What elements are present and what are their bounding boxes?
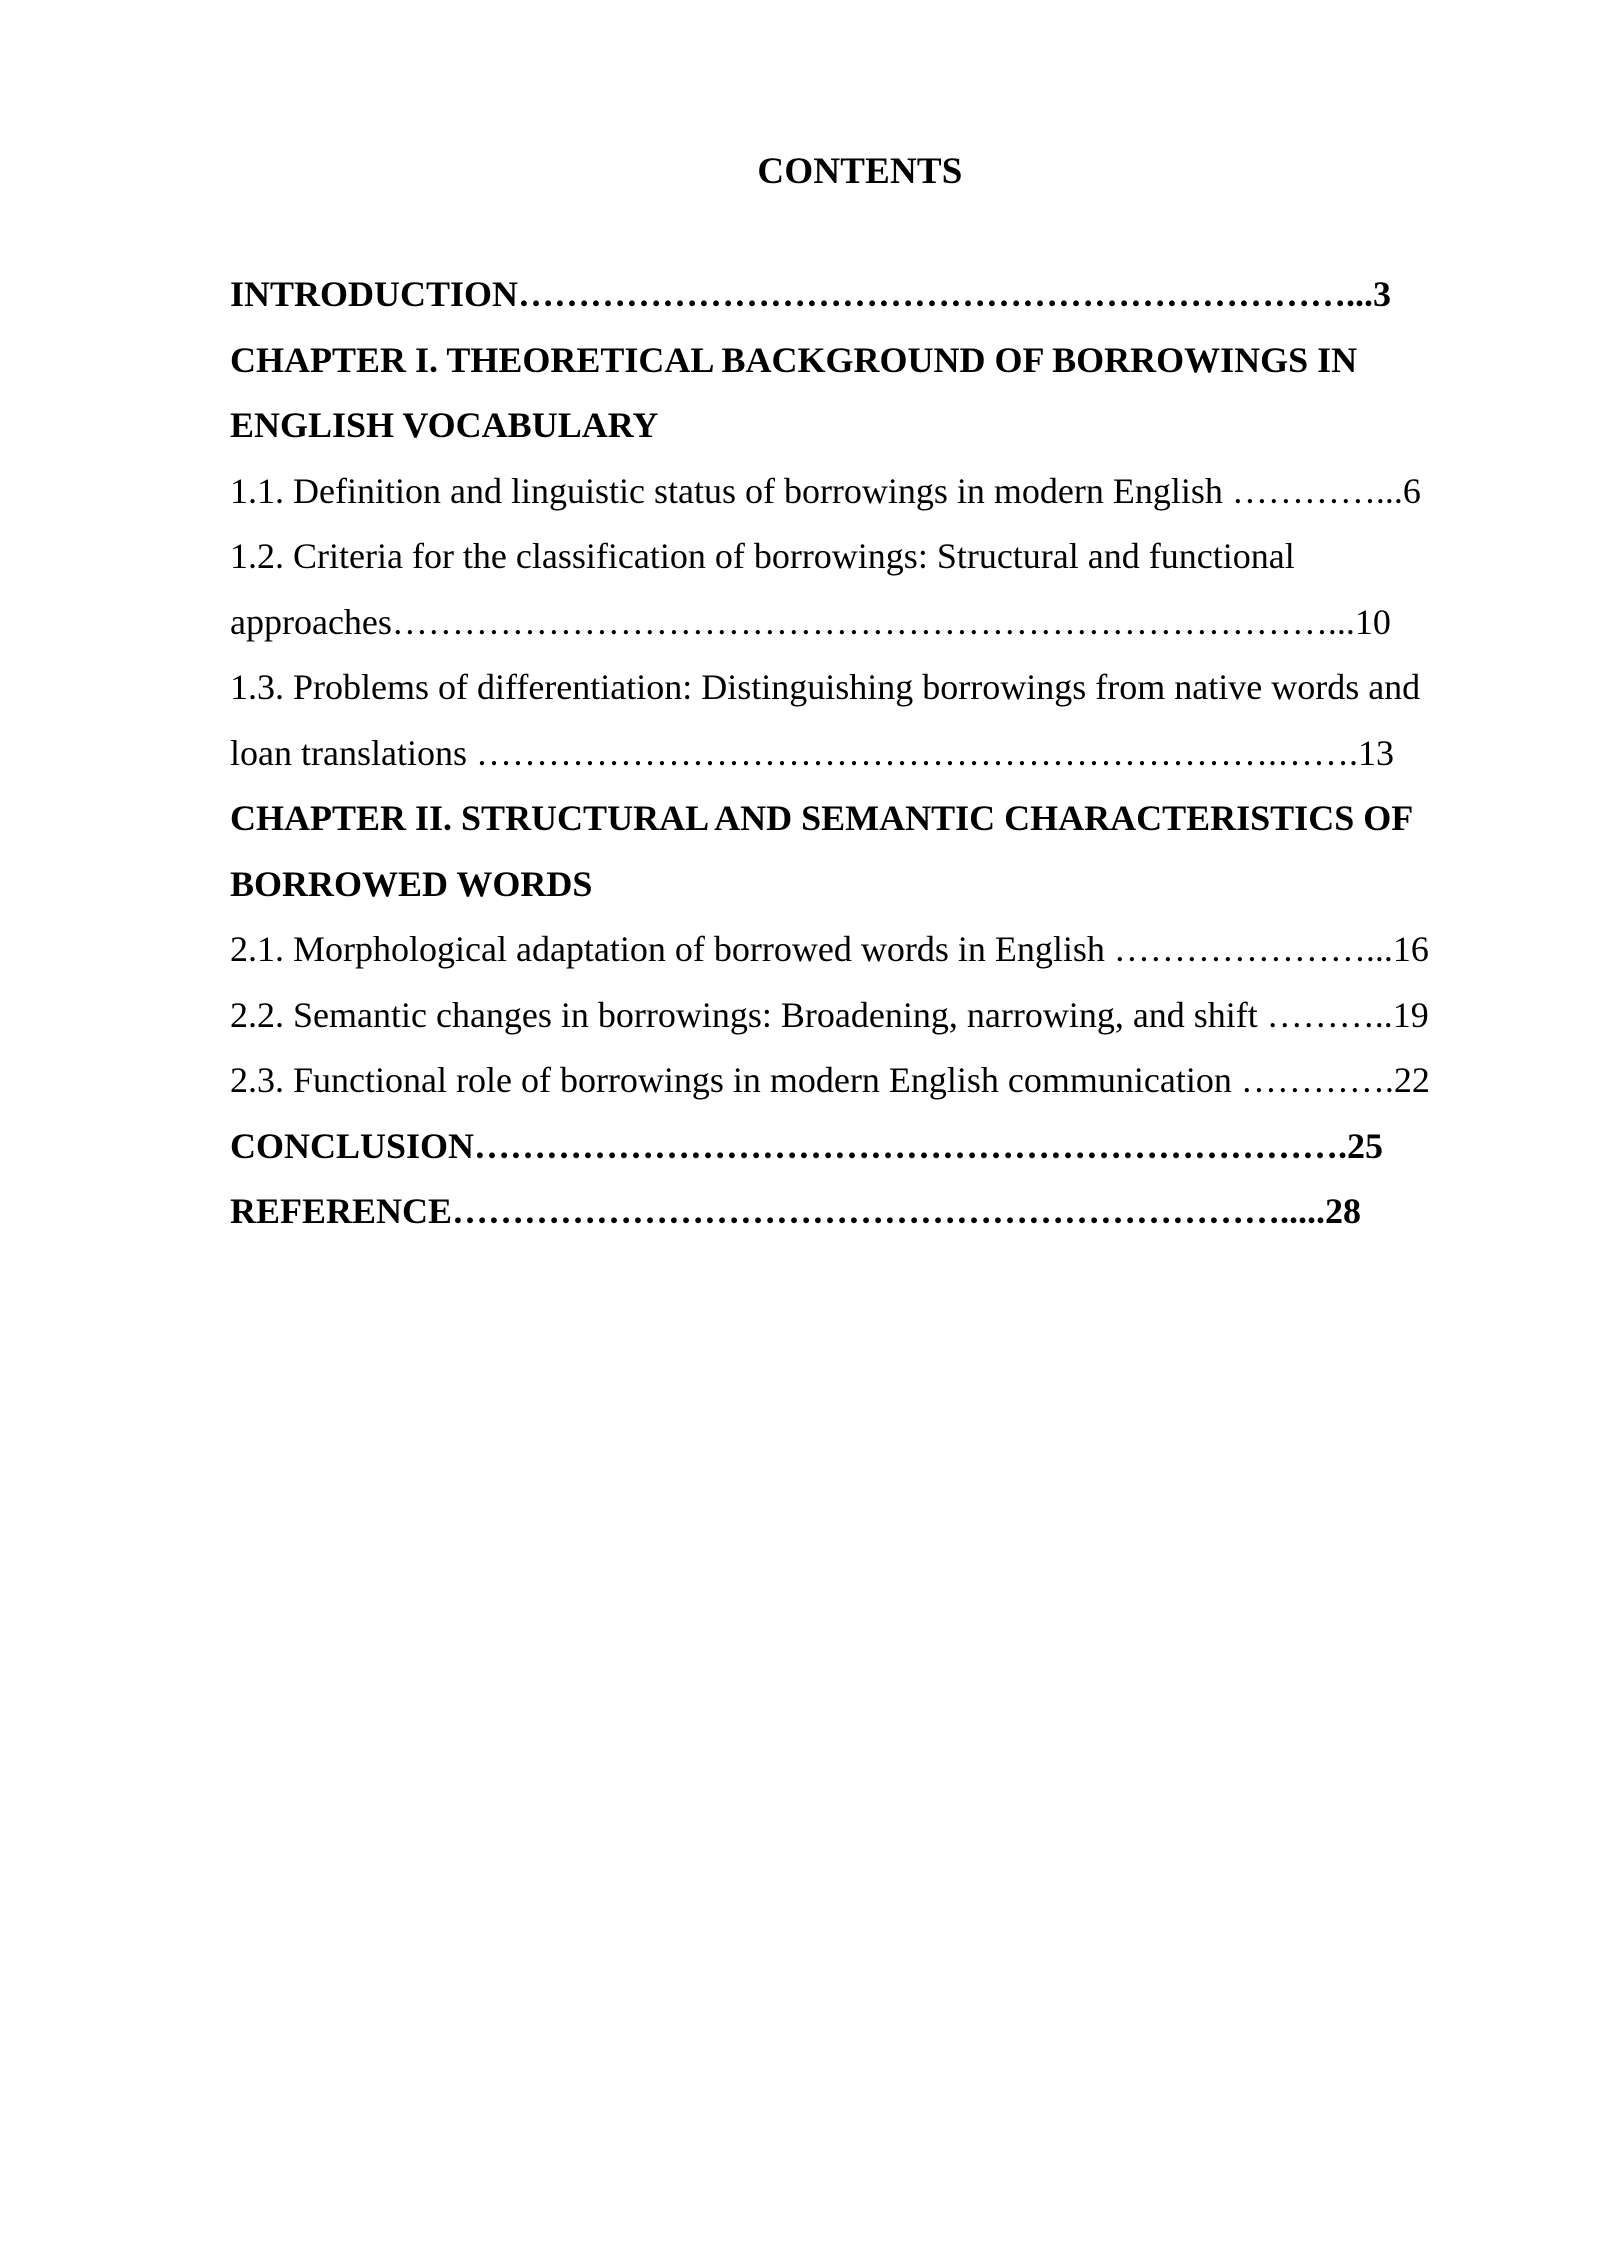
toc-entry-2-2: 2.2. Semantic changes in borrowings: Broadening, narrowing, and shift ………..19 [230,994,1429,1035]
toc-entry-introduction: INTRODUCTION……………………………………………………………...3 [230,274,1392,314]
toc-chapter-1-heading-cont: ENGLISH VOCABULARY [230,405,659,445]
toc-entry-1-3: 1.3. Problems of differentiation: Distinguishing borrowings from native words and [230,667,1421,707]
toc-chapter-2-heading-cont: BORROWED WORDS [230,863,593,904]
page-title: CONTENTS [757,151,963,192]
toc-entry-2-3: 2.3. Functional role of borrowings in modern English communication ………….22 [230,1060,1430,1100]
toc-entry-2-1: 2.1. Morphological adaptation of borrowed words in English …………………...16 [230,929,1429,969]
toc-chapter-1-heading: CHAPTER I. THEORETICAL BACKGROUND OF BORROWINGS IN [230,339,1358,380]
toc-entry-1-3-cont: loan translations ………………………………………………………….…….13 [230,732,1394,773]
toc-chapter-2-heading: CHAPTER II. STRUCTURAL AND SEMANTIC CHARACTERISTICS OF [230,798,1414,838]
toc-entry-reference: REFERENCE…………………………………………………………….....28 [230,1191,1362,1231]
toc-entry-1-2: 1.2. Criteria for the classification of borrowings: Structural and functional [230,536,1295,576]
toc-entry-1-2-cont: approaches……………………………………………………………………...10 [230,601,1391,642]
toc-entry-conclusion: CONCLUSION……………………………………………………………….25 [230,1125,1384,1166]
toc-entry-1-1: 1.1. Definition and linguistic status of borrowings in modern English …………...6 [230,470,1421,511]
table-of-contents [230,262,1490,1245]
